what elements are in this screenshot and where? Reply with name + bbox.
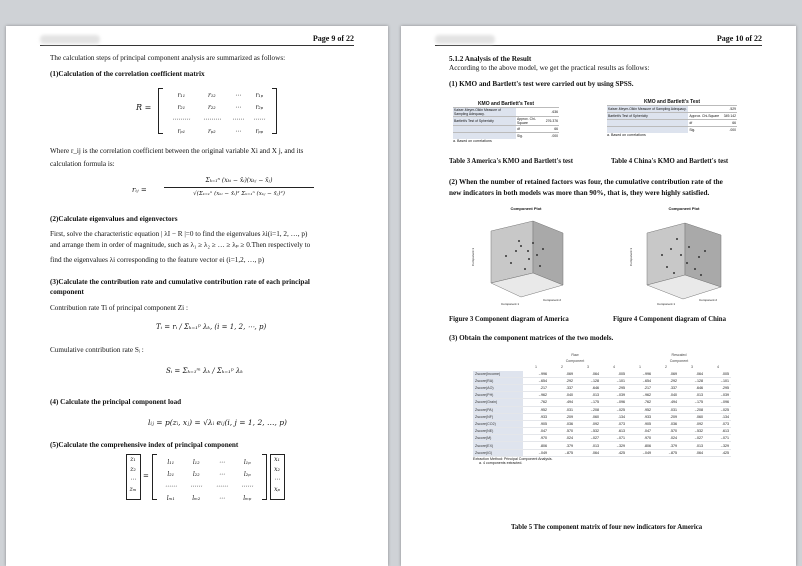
table-cell: -.025: [705, 406, 731, 413]
table-cell: .952: [627, 406, 653, 413]
kmo-cell: [688, 106, 720, 113]
page-number: Page 10 of 22: [716, 34, 762, 43]
row-label: Zscore(EX): [473, 442, 523, 449]
kmo-cell: 66: [723, 120, 737, 127]
figure4-caption: Figure 4 Component diagram of China: [613, 316, 726, 323]
right-page-header: [435, 34, 762, 46]
table-cell: -.025: [601, 406, 627, 413]
matrix-cell: rₚₚ: [255, 127, 264, 135]
factor-text-2: new indicators in both models was more than 90%, that is, they were highly satisfied.: [449, 189, 710, 197]
matrix-cell: ⋯⋯: [241, 482, 254, 490]
matrix-cell: r₁₂: [208, 91, 216, 99]
kmo-cell: Approx. Chi-Square: [689, 114, 720, 118]
matrix-row: [166, 113, 270, 125]
table-cell: .073: [705, 420, 731, 427]
table-cell: -.049: [627, 449, 653, 456]
row-label: Zscore(IG): [473, 449, 523, 456]
rij-denominator: √(Σₖ₌₁ⁿ (xₖᵢ − x̄ᵢ)² Σₖ₌₁ⁿ (xₖⱼ − x̄ⱼ)²): [193, 191, 285, 197]
cumulative-text: Cumulative contribution rate Sᵢ :: [50, 346, 144, 354]
matrix-cell: r₁ₚ: [255, 91, 264, 99]
matrix-cell: r₂₁: [177, 103, 186, 111]
kmo-footnote: a. Based on correlations: [607, 133, 646, 137]
matrix-cell: ⋯⋯: [253, 115, 266, 123]
table-cell: .013: [575, 392, 601, 399]
table-cell: .292: [549, 377, 575, 384]
contribution-formula: Tᵢ = rᵢ / Σₖ₌₁ᵖ λₖ, (i = 1, 2, ⋯, p): [156, 323, 267, 331]
table-row: [473, 449, 731, 456]
matrix-row: [158, 468, 260, 480]
section-2-title: (2)Calculate eigenvalues and eigenvectors: [50, 215, 178, 223]
header-logo-blurred: [435, 35, 495, 44]
matrix-cell: l₁₁: [167, 458, 175, 466]
column-header: 3: [691, 365, 693, 370]
column-header: 2: [561, 365, 563, 370]
table-cell: .073: [601, 420, 627, 427]
section-2-line-3: find the eigenvalues λi corresponding to the feature vector ei (i=1,2, …, p): [50, 256, 265, 264]
l-matrix-left-bracket: [152, 454, 157, 500]
table-cell: .613: [601, 428, 627, 435]
l-matrix-right-bracket: [262, 454, 267, 500]
table-cell: -.962: [523, 392, 549, 399]
table-cell: .217: [627, 384, 653, 391]
table-cell: -.654: [523, 377, 549, 384]
matrix-cell: r₂ₚ: [255, 103, 264, 111]
kmo-cell: Bartlett's Test of Sphericity: [607, 113, 688, 120]
matrix-row: [166, 89, 270, 101]
table-cell: .952: [523, 406, 549, 413]
table-cell: -.128: [575, 377, 601, 384]
table-cell: .060: [575, 413, 601, 420]
row-label: Zscore(M): [473, 435, 523, 442]
matrix-cell: ⋯⋯⋯: [202, 115, 221, 123]
table-cell: -.027: [679, 435, 705, 442]
component-matrix-title: (3) Obtain the component matrices of the two models.: [449, 334, 614, 342]
table-cell: -.996: [523, 371, 549, 378]
table-row: [473, 371, 731, 378]
kmo-cell: .000: [545, 133, 559, 140]
factor-text-1: (2) When the number of retained factors was four, the cumulative contribution rate of the: [449, 178, 723, 186]
matrix-row: [166, 125, 270, 137]
cumulative-formula: Sᵢ = Σₖ₌₁ᵐ λₖ / Σₖ₌₁ᵖ λₖ: [166, 367, 243, 375]
table-cell: .762: [523, 399, 549, 406]
component-matrix-table: [473, 352, 731, 465]
axis-label-c1: Component 1: [657, 302, 676, 306]
matrix-cell: ⋯⋯: [231, 115, 244, 123]
kmo-table-body: [607, 105, 737, 133]
kmo-cell: 276.376: [545, 117, 559, 126]
table-cell: .069: [653, 371, 679, 378]
matrix-cell: ⋯: [218, 458, 225, 466]
intro-text: The calculation steps of principal component analysis are summarized as follows:: [50, 54, 286, 62]
table4-caption: Table 4 China's KMO and Bartlett's test: [611, 158, 729, 165]
table-cell: -.071: [601, 435, 627, 442]
kmo-cell: 66: [545, 126, 559, 133]
table-cell: .379: [549, 442, 575, 449]
kmo-cell: [607, 120, 688, 127]
table-row: [473, 413, 731, 420]
matrix-cell: ⋯: [234, 103, 241, 111]
component-subheader: Component: [565, 359, 585, 364]
table5-caption: Table 5 The component matrix of four new indicators for America: [511, 524, 703, 531]
section-3-title-2: component: [50, 288, 84, 296]
vector-cell: z₂: [130, 466, 136, 473]
table-cell: .337: [549, 384, 575, 391]
table-cell: -.039: [705, 392, 731, 399]
kmo-cell: df: [516, 126, 543, 133]
row-label: Zscore(AO): [473, 384, 523, 391]
table-cell: -.875: [653, 449, 679, 456]
table-cell: -.039: [601, 392, 627, 399]
vector-cell: zₘ: [129, 486, 137, 493]
table-cell: .040: [653, 392, 679, 399]
section-2-line-2: and arrange them in order of magnitude, such as λ₁ ≥ λ₂ ≥ … ≥ λₚ ≥ 0.Then respectively to: [50, 241, 311, 249]
matrix-cell: r₁₁: [177, 91, 186, 99]
row-label: Zscore(CO2): [473, 420, 523, 427]
page-number: Page 9 of 22: [312, 34, 354, 43]
table-cell: .036: [549, 420, 575, 427]
table-cell: -.208: [679, 406, 705, 413]
table-cell: -.962: [627, 392, 653, 399]
column-header: 3: [587, 365, 589, 370]
axis-label-c3: Component 3: [629, 247, 633, 266]
table-cell: .064: [679, 449, 705, 456]
matrix-r: [166, 89, 270, 137]
vector-cell: ⋯: [274, 476, 280, 483]
matrix-cell: rₚ₂: [208, 127, 216, 135]
l-matrix-grid: [158, 456, 260, 504]
table-cell: .217: [523, 384, 549, 391]
table-cell: .040: [549, 392, 575, 399]
kmo-cell: [453, 126, 516, 133]
table-cell: -.175: [679, 399, 705, 406]
kmo-table-title: KMO and Bartlett's Test: [477, 101, 535, 107]
table-cell: -.329: [705, 442, 731, 449]
equals-sign: =: [143, 472, 149, 480]
table-row: [473, 399, 731, 406]
matrix-cell: lₘ₁: [166, 494, 175, 502]
matrix-cell: l₁₂: [192, 458, 200, 466]
table-cell: .134: [601, 413, 627, 420]
matrix-cell: l₂₂: [192, 470, 200, 478]
table-cell: .069: [549, 371, 575, 378]
kmo-cell: .000: [723, 127, 737, 134]
kmo-row: [453, 126, 559, 133]
where-text-1: Where r_ij is the correlation coefficient between the original variable Xi and X j, and its: [50, 147, 304, 155]
load-formula: lᵢⱼ = p(zᵢ, xⱼ) = √λᵢ eᵢⱼ(i, j = 1, 2, …, p): [148, 418, 287, 427]
table-cell: -.096: [705, 399, 731, 406]
kmo-table-title: KMO and Bartlett's Test: [643, 99, 701, 105]
row-label: Zscore(NF): [473, 413, 523, 420]
rescaled-header: Rescaled: [671, 353, 687, 358]
table-cell: .933: [627, 413, 653, 420]
table-cell: .024: [549, 435, 575, 442]
section-3-title-1: (3)Calculate the contribution rate and cumulative contribution rate of each principal: [50, 278, 310, 286]
kmo-cell: Sig.: [688, 127, 720, 134]
matrix-left-bracket: [158, 88, 163, 134]
table-cell: .933: [523, 413, 549, 420]
matrix-cell: r₂₂: [208, 103, 216, 111]
table-row: [473, 428, 731, 435]
table-cell: -.875: [549, 449, 575, 456]
vector-cell: ⋯: [130, 476, 136, 483]
kmo-cell: 349.142: [723, 114, 736, 118]
column-header: 2: [665, 365, 667, 370]
table-cell: .379: [653, 442, 679, 449]
kmo-cell: .529: [723, 106, 737, 113]
table-cell: -.049: [523, 449, 549, 456]
table-cell: .613: [705, 428, 731, 435]
l-matrix: [158, 456, 260, 504]
table-row: [473, 377, 731, 384]
kmo-section-title: (1) KMO and Bartlett's test were carried out by using SPSS.: [449, 80, 634, 88]
where-text-2: calculation formula is:: [50, 160, 115, 168]
kmo-cell: [516, 108, 543, 117]
matrix-note-2: a. 4 components extracted.: [479, 460, 523, 465]
table-cell: .036: [653, 420, 679, 427]
table-row: [473, 442, 731, 449]
matrix-cell: ⋯⋯: [190, 482, 203, 490]
matrix-cell: lₘₚ: [243, 494, 252, 502]
table-cell: .092: [575, 420, 601, 427]
table-cell: .806: [523, 442, 549, 449]
table-cell: .005: [705, 371, 731, 378]
matrix-cell: ⋯⋯: [215, 482, 228, 490]
vector-cell: x₁: [274, 456, 280, 463]
table-cell: .013: [575, 442, 601, 449]
kmo-cell: df: [688, 120, 720, 127]
table-cell: .494: [653, 399, 679, 406]
table-cell: .031: [653, 406, 679, 413]
kmo-footnote: a. Based on correlations: [453, 139, 492, 143]
matrix-cell: ⋯: [218, 470, 225, 478]
table-cell: .295: [601, 384, 627, 391]
table-row: [473, 384, 731, 391]
table-cell: -.654: [627, 377, 653, 384]
matrix-cell: ⋯⋯: [164, 482, 177, 490]
component-plot-america: [471, 206, 581, 314]
left-page-header: [40, 34, 354, 46]
matrix-row: [158, 456, 260, 468]
row-label: Zscore(Income): [473, 371, 523, 378]
vector-cell: xₚ: [274, 486, 280, 493]
table-cell: -.071: [705, 435, 731, 442]
row-label: Zscore(PH): [473, 392, 523, 399]
table-row: [473, 435, 731, 442]
section-1-title: (1)Calculation of the correlation coefficient matrix: [50, 70, 205, 78]
kmo-cell: Approx. Chi-Square: [516, 117, 543, 126]
kmo-row: [607, 106, 737, 113]
table-cell: .024: [653, 435, 679, 442]
table-cell: .905: [523, 420, 549, 427]
table-cell: .425: [601, 449, 627, 456]
table-cell: .292: [653, 377, 679, 384]
kmo-table-america: [453, 101, 559, 143]
left-page: [6, 26, 388, 566]
matrix-cell: l₂ₚ: [243, 470, 251, 478]
plot-title: Component Plot: [668, 206, 700, 211]
table-cell: -.208: [575, 406, 601, 413]
row-label: Zscore(PA): [473, 406, 523, 413]
component-plot-china: [629, 206, 739, 314]
table-cell: .337: [653, 384, 679, 391]
matrix-cell: l₂₁: [167, 470, 175, 478]
column-header: 1: [639, 365, 641, 370]
table3-caption: Table 3 America's KMO and Bartlett's test: [449, 158, 573, 165]
vector-cell: x₂: [274, 466, 280, 473]
kmo-cell: .636: [545, 108, 559, 117]
table-cell: -.096: [601, 399, 627, 406]
table-cell: .209: [653, 413, 679, 420]
kmo-row: [607, 113, 737, 120]
table-cell: .646: [679, 384, 705, 391]
kmo-row: [607, 120, 737, 127]
table-cell: -.128: [679, 377, 705, 384]
kmo-row: [453, 117, 559, 126]
right-page: [401, 26, 796, 566]
table-cell: .031: [549, 406, 575, 413]
table-cell: .570: [549, 428, 575, 435]
x-vector: [271, 456, 283, 496]
section-title: 5.1.2 Analysis of the Result: [449, 55, 532, 63]
header-logo-blurred: [40, 35, 100, 44]
row-label: Zscore(Grain): [473, 399, 523, 406]
section-4-title: (4) Calculate the principal component load: [50, 398, 182, 406]
table-cell: .905: [627, 420, 653, 427]
table-cell: .806: [627, 442, 653, 449]
section-intro: According to the above model, we get the practical results as follows:: [449, 64, 650, 72]
table-cell: -.027: [575, 435, 601, 442]
table-cell: .970: [627, 435, 653, 442]
matrix-r-label: R =: [136, 103, 152, 112]
column-header: 1: [535, 365, 537, 370]
plot-title: Component Plot: [510, 206, 542, 211]
table-cell: .494: [549, 399, 575, 406]
matrix-right-bracket: [272, 88, 277, 134]
table-cell: .425: [705, 449, 731, 456]
table-cell: .064: [679, 371, 705, 378]
vector-cell: z₁: [130, 456, 136, 463]
table-cell: .134: [705, 413, 731, 420]
matrix-cell: ⋯⋯⋯: [172, 115, 191, 123]
axis-label-c2: Component 2: [699, 298, 718, 302]
table-cell: .570: [653, 428, 679, 435]
matrix-row: [166, 101, 270, 113]
matrix-cell: ⋯: [218, 494, 225, 502]
axis-label-c3: Component 3: [471, 247, 475, 266]
table-cell: .047: [523, 428, 549, 435]
matrix-cell: l₁ₚ: [243, 458, 251, 466]
rij-lhs: rᵢⱼ =: [132, 186, 147, 194]
table-cell: -.996: [627, 371, 653, 378]
table-cell: -.532: [575, 428, 601, 435]
raw-header: Raw: [571, 353, 579, 358]
figure3-caption: Figure 3 Component diagram of America: [449, 316, 569, 323]
axis-label-c1: Component 1: [501, 302, 520, 306]
matrix-cell: ⋯: [234, 91, 241, 99]
z-vector: [127, 456, 139, 496]
column-header: 4: [717, 365, 719, 370]
table-cell: .013: [679, 442, 705, 449]
matrix-cell: rₚ₁: [177, 127, 186, 135]
table-cell: .005: [601, 371, 627, 378]
table-row: [473, 406, 731, 413]
component-subheader: Component: [669, 359, 689, 364]
row-label: Zscore(NE): [473, 428, 523, 435]
table-cell: -.101: [601, 377, 627, 384]
matrix-note-1: Extraction Method: Principal Component Analysis.: [473, 456, 553, 461]
table-cell: .064: [575, 449, 601, 456]
table-row: [473, 420, 731, 427]
table-cell: .047: [627, 428, 653, 435]
rij-numerator: Σₖ₌₁ⁿ (xₖᵢ − x̄ᵢ)(xₖⱼ − x̄ⱼ): [205, 177, 273, 184]
table-cell: -.329: [601, 442, 627, 449]
table-cell: .013: [679, 392, 705, 399]
table-cell: .060: [679, 413, 705, 420]
kmo-cell: Kaiser-Meyer-Olkin Measure of Sampling Adequacy.: [453, 108, 516, 117]
contribution-text: Contribution rate Ti of principal component Zi :: [50, 304, 188, 312]
table-cell: .646: [575, 384, 601, 391]
table-cell: .092: [679, 420, 705, 427]
table-cell: -.175: [575, 399, 601, 406]
matrix-row: [158, 480, 260, 492]
table-cell: -.101: [705, 377, 731, 384]
matrix-cell: ⋯: [234, 127, 241, 135]
kmo-cell: Bartlett's Test of Sphericity: [453, 117, 516, 126]
kmo-table-china: [607, 99, 737, 137]
table-cell: .762: [627, 399, 653, 406]
kmo-cell: Sig.: [516, 133, 543, 140]
axis-label-c2: Component 2: [543, 298, 562, 302]
table-cell: .209: [549, 413, 575, 420]
matrix-r-grid: [166, 89, 270, 137]
table-cell: -.532: [679, 428, 705, 435]
fraction-bar: [164, 187, 314, 188]
section-2-line-1: First, solve the characteristic equation | λI − R |=0 to find the eigenvalues λi(i=1, 2, …, p): [50, 230, 308, 238]
matrix-row: [158, 492, 260, 504]
table-cell: .295: [705, 384, 731, 391]
row-label: Zscore(RA): [473, 377, 523, 384]
table-cell: .970: [523, 435, 549, 442]
kmo-row: [453, 108, 559, 117]
matrix-cell: lₘ₂: [192, 494, 201, 502]
section-5-title: (5)Calculate the comprehensive index of principal component: [50, 441, 239, 449]
table-cell: .064: [575, 371, 601, 378]
component-matrix-grid: [473, 352, 731, 457]
kmo-cell: Kaiser-Meyer-Olkin Measure of Sampling Adequacy.: [608, 107, 687, 111]
column-header: 4: [613, 365, 615, 370]
table-row: [473, 392, 731, 399]
kmo-table-body: [453, 107, 559, 139]
